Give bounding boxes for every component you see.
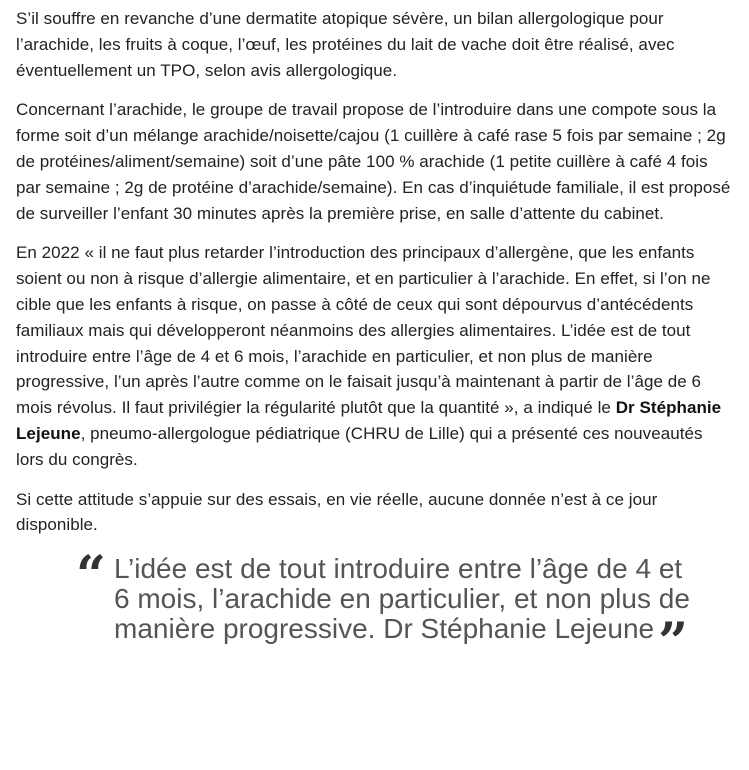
pull-quote-text: L’idée est de tout introduire entre l’âge de 4 et 6 mois, l’arachide en particulier, et non plus de manière progressive. Dr Stéphanie Lejeune [114, 553, 690, 645]
open-quote-icon: “ [76, 545, 106, 607]
paragraph-2022-quote [16, 240, 733, 472]
close-quote-icon: ” [658, 612, 689, 674]
paragraph-real-life: Si cette attitude s’appuie sur des essais, en vie réelle, aucune donnée n’est à ce jour disponible. [16, 489, 658, 535]
paragraph-dermatite: S’il souffre en revanche d’une dermatite atopique sévère, un bilan allergologique pour l’arachide, les fruits à coque, l’œuf, les protéines du lait de vache doit être réalisé, avec éventuellement un TPO, selon avis allergologique. [16, 9, 675, 80]
paragraph-text-before: En 2022 « il ne faut plus retarder l’introduction des principaux d’allergène, que les enfants soient ou non à risque d’allergie alimentaire, et en particulier à l’arachide. En effet, si l’on ne cible que les enfants à risque, on passe à côté de ceux qui sont dépourvus d’antécédents familiaux mais qui développeront néanmoins des allergies alimentaires. L’idée est de tout introduire entre l’âge de 4 et 6 mois, l’arachide en particulier, et non plus de manière progressive, l’un après l’autre comme on le faisait jusqu’à maintenant à partir de l’âge de 6 mois révolus. Il faut privilégier la régularité plutôt que la quantité », a indiqué le [16, 243, 711, 418]
paragraph-arachide: Concernant l’arachide, le groupe de travail propose de l’introduire dans une compote sous la forme soit d’un mélange arachide/noisette/cajou (1 cuillère à café rase 5 fois par semaine ; 2g de protéines/aliment/semaine) soit d’une pâte 100 % arachide (1 petite cuillère à café 4 fois par semaine ; 2g de protéine d’arachide/semaine). En cas d’inquiétude familiale, il est proposé de surveiller l’enfant 30 minutes après la première prise, en salle d’attente du cabinet. [16, 100, 731, 223]
pull-quote [76, 545, 694, 674]
paragraph-text-after: , pneumo-allergologue pédiatrique (CHRU de Lille) qui a présenté ces nouveautés lors du congrès. [16, 423, 703, 469]
author-name: Dr Stéphanie Lejeune [16, 398, 722, 443]
pull-quote-body [114, 553, 694, 674]
